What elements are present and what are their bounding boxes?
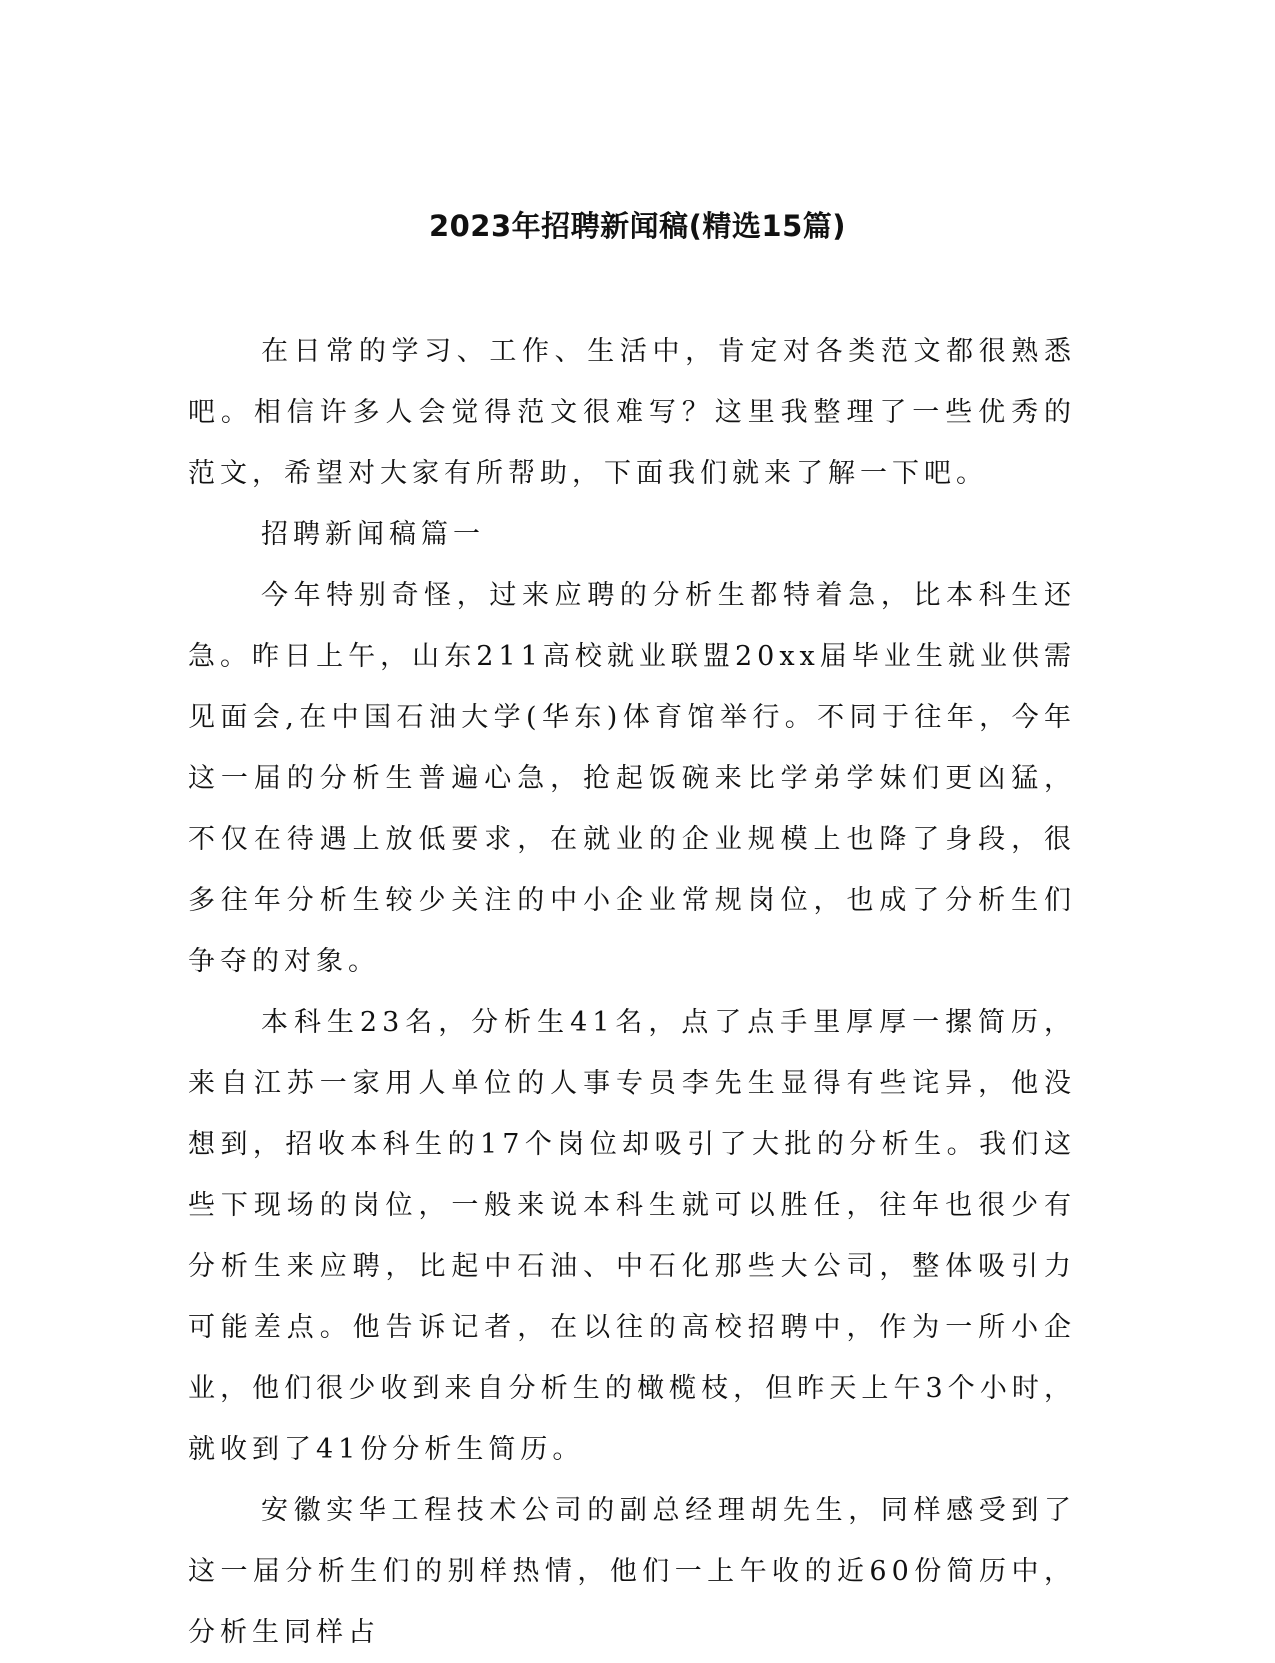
body-paragraph: 今年特别奇怪，过来应聘的分析生都特着急，比本科生还急。昨日上午，山东211高校就业联盟20xx届毕业生就业供需见面会,在中国石油大学(华东)体育馆举行。不同于往年，今年这一届的分析生普遍心急，抢起饭碗来比学弟学妹们更凶猛，不仅在待遇上放低要求，在就业的企业规模上也降了身段，很多往年分析生较少关注的中小企业常规岗位，也成了分析生们争夺的对象。 xyxy=(188,580,1076,977)
section-heading: 招聘新闻稿篇一 xyxy=(261,519,485,550)
intro-paragraph: 在日常的学习、工作、生活中，肯定对各类范文都很熟悉吧。相信许多人会觉得范文很难写？这里我整理了一些优秀的范文，希望对大家有所帮助，下面我们就来了解一下吧。 xyxy=(188,336,1076,489)
body-paragraph: 本科生23名，分析生41名，点了点手里厚厚一摞简历，来自江苏一家用人单位的人事专员李先生显得有些诧异，他没想到，招收本科生的17个岗位却吸引了大批的分析生。我们这些下现场的岗位，一般来说本科生就可以胜任，往年也很少有分析生来应聘，比起中石油、中石化那些大公司，整体吸引力可能差点。他告诉记者，在以往的高校招聘中，作为一所小企业，他们很少收到来自分析生的橄榄枝，但昨天上午3个小时，就收到了41份分析生简历。 xyxy=(188,1007,1076,1465)
document-title: 2023年招聘新闻稿(精选15篇) xyxy=(428,209,847,243)
document-body xyxy=(188,321,1076,1663)
body-paragraph: 安徽实华工程技术公司的副总经理胡先生，同样感受到了这一届分析生们的别样热情，他们一上午收的近60份简历中，分析生同样占 xyxy=(188,1495,1076,1648)
